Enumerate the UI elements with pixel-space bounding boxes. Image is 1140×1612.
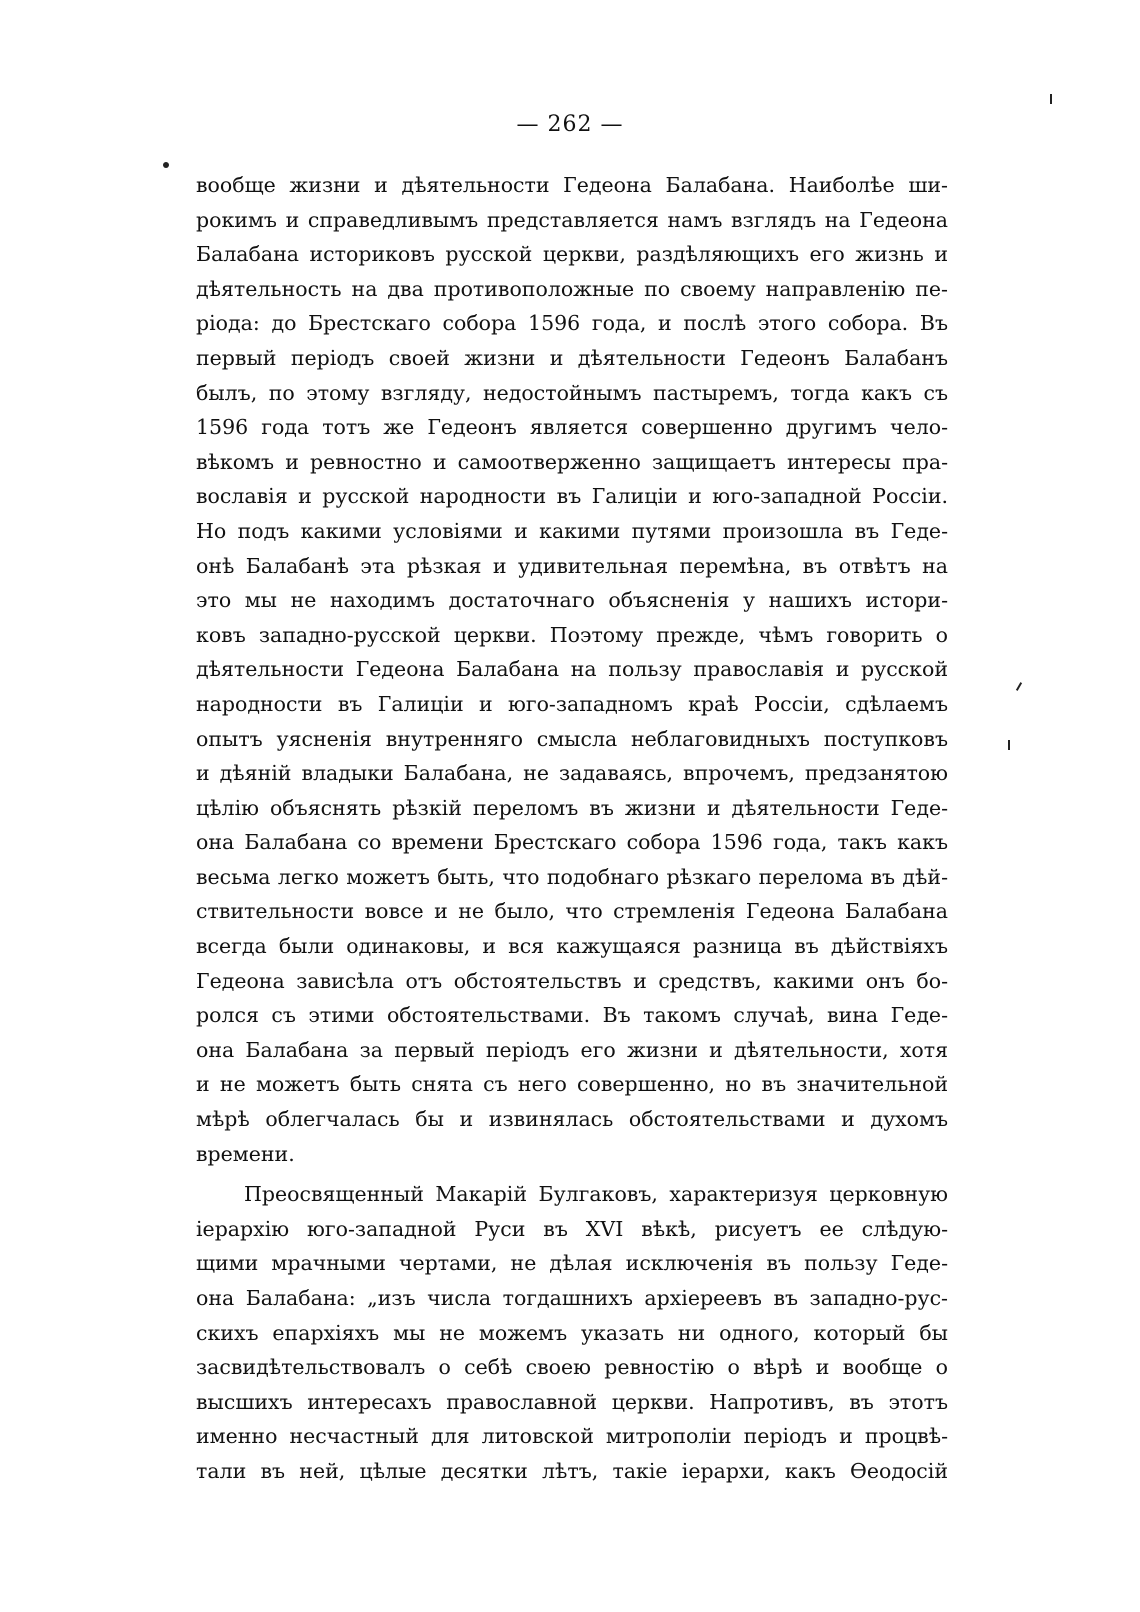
text-line: весьма легко можетъ быть, что подобнаго рѣзкаго перелома въ дѣй- xyxy=(196,864,948,889)
text-line: она Балабана за первый періодъ его жизни и дѣятельности, хотя xyxy=(196,1037,948,1062)
text-line: дѣятельность на два противоположные по своему направленію пе- xyxy=(196,276,948,301)
text-line: первый періодъ своей жизни и дѣятельности Гедеонъ Балабанъ xyxy=(196,345,948,370)
text-line: она Балабана со времени Брестскаго собора 1596 года, такъ какъ xyxy=(196,830,948,855)
text-line: Балабана историковъ русской церкви, раздѣляющихъ его жизнь и xyxy=(196,242,948,267)
text-line: онѣ Балабанѣ эта рѣзкая и удивительная перемѣна, въ отвѣтъ на xyxy=(196,553,948,578)
text-line: она Балабана: „изъ числа тогдашнихъ архіереевъ въ западно-рус- xyxy=(196,1286,948,1310)
text-line: опытъ уясненія внутренняго смысла неблаговидныхъ поступковъ xyxy=(196,726,948,751)
text-line: вославія и русской народности въ Галиціи и юго-западной Россіи. xyxy=(196,484,948,509)
text-line: вообще жизни и дѣятельности Гедеона Балабана. Наиболѣе ши- xyxy=(196,173,948,197)
text-line: Преосвященный Макарій Булгаковъ, характеризуя церковную xyxy=(244,1182,948,1207)
text-line: цѣлію объяснять рѣзкій переломъ въ жизни и дѣятельности Геде- xyxy=(196,795,948,820)
text-line: тали въ ней, цѣлые десятки лѣтъ, такіе іерархи, какъ Ѳеодосій xyxy=(196,1458,948,1483)
margin-dot-mark xyxy=(163,162,169,168)
text-line: и дѣяній владыки Балабана, не задаваясь, впрочемъ, предзанятою xyxy=(196,761,948,786)
text-line: Гедеона зависѣла отъ обстоятельствъ и средствъ, какими онъ бо- xyxy=(196,968,948,993)
text-line: засвидѣтельствовалъ о себѣ своею ревностію о вѣрѣ и вообще о xyxy=(196,1355,948,1380)
text-line: 1596 года тотъ же Гедеонъ является совершенно другимъ чело- xyxy=(196,415,948,440)
text-line: Но подъ какими условіями и какими путями произошла въ Геде- xyxy=(196,518,948,543)
text-line: ствительности вовсе и не было, что стремленія Гедеона Балабана xyxy=(196,899,948,924)
text-line: высшихъ интересахъ православной церкви. Напротивъ, въ этотъ xyxy=(196,1389,948,1414)
page-number: — 262 — xyxy=(516,112,624,137)
text-line: ріода: до Брестскаго собора 1596 года, и послѣ этого собора. Въ xyxy=(196,311,948,336)
text-line: дѣятельности Гедеона Балабана на пользу православія и русской xyxy=(196,657,948,682)
text-line: времени. xyxy=(196,1141,295,1166)
text-line: ковъ западно-русской церкви. Поэтому прежде, чѣмъ говорить о xyxy=(196,622,948,647)
body-text xyxy=(196,168,948,1489)
text-line: былъ, по этому взгляду, недостойнымъ пастыремъ, тогда какъ съ xyxy=(196,380,948,405)
text-line: мѣрѣ облегчалась бы и извинялась обстоятельствами и духомъ xyxy=(196,1107,948,1132)
text-line: рокимъ и справедливымъ представляется намъ взглядъ на Гедеона xyxy=(196,207,948,232)
margin-tick-mark xyxy=(1050,94,1052,104)
text-line: народности въ Галиціи и юго-западномъ краѣ Россіи, сдѣлаемъ xyxy=(196,691,948,716)
text-line: іерархію юго-западной Руси въ XVI вѣкѣ, рисуетъ ее слѣдую- xyxy=(196,1216,948,1241)
text-line: вѣкомъ и ревностно и самоотверженно защищаетъ интересы пра- xyxy=(196,449,948,474)
text-line: это мы не находимъ достаточнаго объясненія у нашихъ истори- xyxy=(196,588,948,613)
text-line: всегда были одинаковы, и вся кажущаяся разница въ дѣйствіяхъ xyxy=(196,934,948,959)
text-line: ролся съ этими обстоятельствами. Въ такомъ случаѣ, вина Геде- xyxy=(196,1003,948,1028)
margin-tick-mark xyxy=(1008,740,1010,750)
text-line: скихъ епархіяхъ мы не можемъ указать ни одного, который бы xyxy=(196,1320,948,1345)
margin-slash-mark xyxy=(1016,682,1022,691)
text-line: и не можетъ быть снята съ него совершенно, но въ значительной xyxy=(196,1072,948,1097)
text-line: именно несчастный для литовской митрополіи періодъ и процвѣ- xyxy=(196,1424,948,1449)
text-line: щими мрачными чертами, не дѣлая исключенія въ пользу Геде- xyxy=(196,1251,948,1276)
